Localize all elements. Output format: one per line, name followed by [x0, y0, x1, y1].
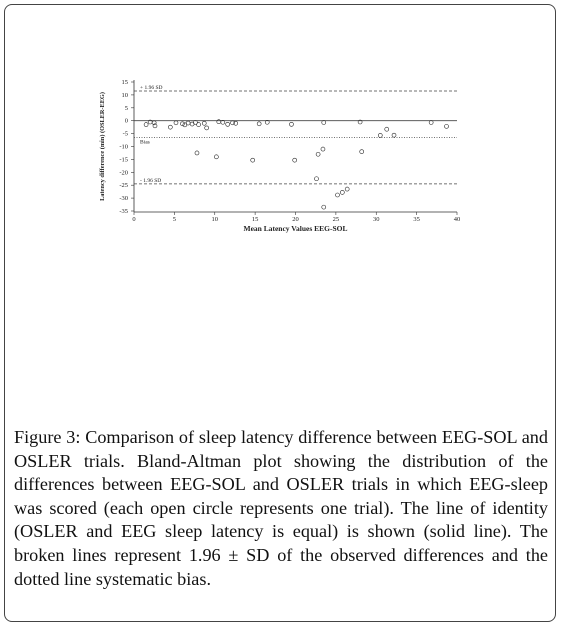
- data-point: [321, 147, 325, 151]
- data-point: [186, 121, 190, 125]
- x-tick-label: 20: [292, 216, 299, 223]
- data-point: [322, 205, 326, 209]
- y-tick-label: -20: [119, 169, 128, 177]
- data-point: [360, 150, 364, 154]
- data-point: [392, 133, 396, 137]
- x-tick-label: 25: [332, 216, 340, 223]
- reference-line-label: + 1.96 SD: [140, 85, 163, 92]
- caption-text: Comparison of sleep latency difference between EEG-SOL and OSLER trials. Bland-Altman plot showing the distribution of the differences between EEG-SOL and OSLER trials in which EEG-sleep was scored (each open circle represents one trial). The line of identity (OSLER and EEG sleep latency is equal) is shown (solid line). The broken lines represent 1.96 ± SD of the observed differences and the dotted line systematic bias.: [14, 427, 548, 589]
- x-tick-label: 10: [211, 216, 218, 223]
- data-point: [293, 158, 297, 162]
- data-point: [335, 193, 339, 197]
- data-point: [205, 126, 209, 130]
- data-point: [385, 127, 389, 131]
- x-tick-label: 30: [373, 216, 380, 223]
- data-point: [180, 122, 184, 126]
- reference-line-label: - 1.96 SD: [140, 177, 162, 184]
- x-tick-label: 5: [172, 216, 176, 223]
- data-point: [445, 124, 449, 128]
- caption-label: Figure 3:: [14, 427, 81, 447]
- data-point: [316, 152, 320, 156]
- data-point: [144, 123, 148, 127]
- x-tick-label: 40: [453, 216, 461, 223]
- data-point: [197, 123, 201, 127]
- y-tick-label: 0: [124, 117, 128, 125]
- y-tick-label: -30: [119, 195, 128, 203]
- reference-line-label: Bias: [140, 139, 150, 146]
- y-tick-label: 10: [121, 91, 128, 99]
- x-tick-label: 35: [413, 216, 420, 223]
- y-tick-label: -5: [122, 130, 128, 138]
- data-point: [345, 187, 349, 191]
- data-point: [168, 125, 172, 129]
- data-point: [202, 121, 206, 125]
- data-point: [214, 155, 218, 159]
- data-point: [195, 151, 199, 155]
- y-tick-label: 5: [124, 104, 128, 112]
- data-point: [257, 122, 261, 126]
- data-point: [378, 133, 382, 137]
- data-point: [251, 158, 255, 162]
- data-point: [174, 121, 178, 125]
- data-point: [226, 122, 230, 126]
- x-tick-label: 0: [132, 216, 136, 223]
- y-tick-label: 15: [121, 79, 128, 86]
- x-tick-label: 15: [251, 216, 259, 223]
- data-point: [340, 190, 344, 194]
- y-axis-label: Latency difference (min) (OSLER-EEG): [99, 92, 106, 201]
- data-point: [314, 177, 318, 181]
- y-tick-label: -10: [119, 143, 128, 151]
- figure-caption: [14, 426, 548, 591]
- y-tick-label: -15: [119, 156, 128, 164]
- x-axis-label: Mean Latency Values EEG-SOL: [243, 224, 348, 233]
- data-point: [289, 122, 293, 126]
- y-tick-label: -25: [119, 182, 128, 190]
- y-tick-label: -35: [119, 208, 128, 215]
